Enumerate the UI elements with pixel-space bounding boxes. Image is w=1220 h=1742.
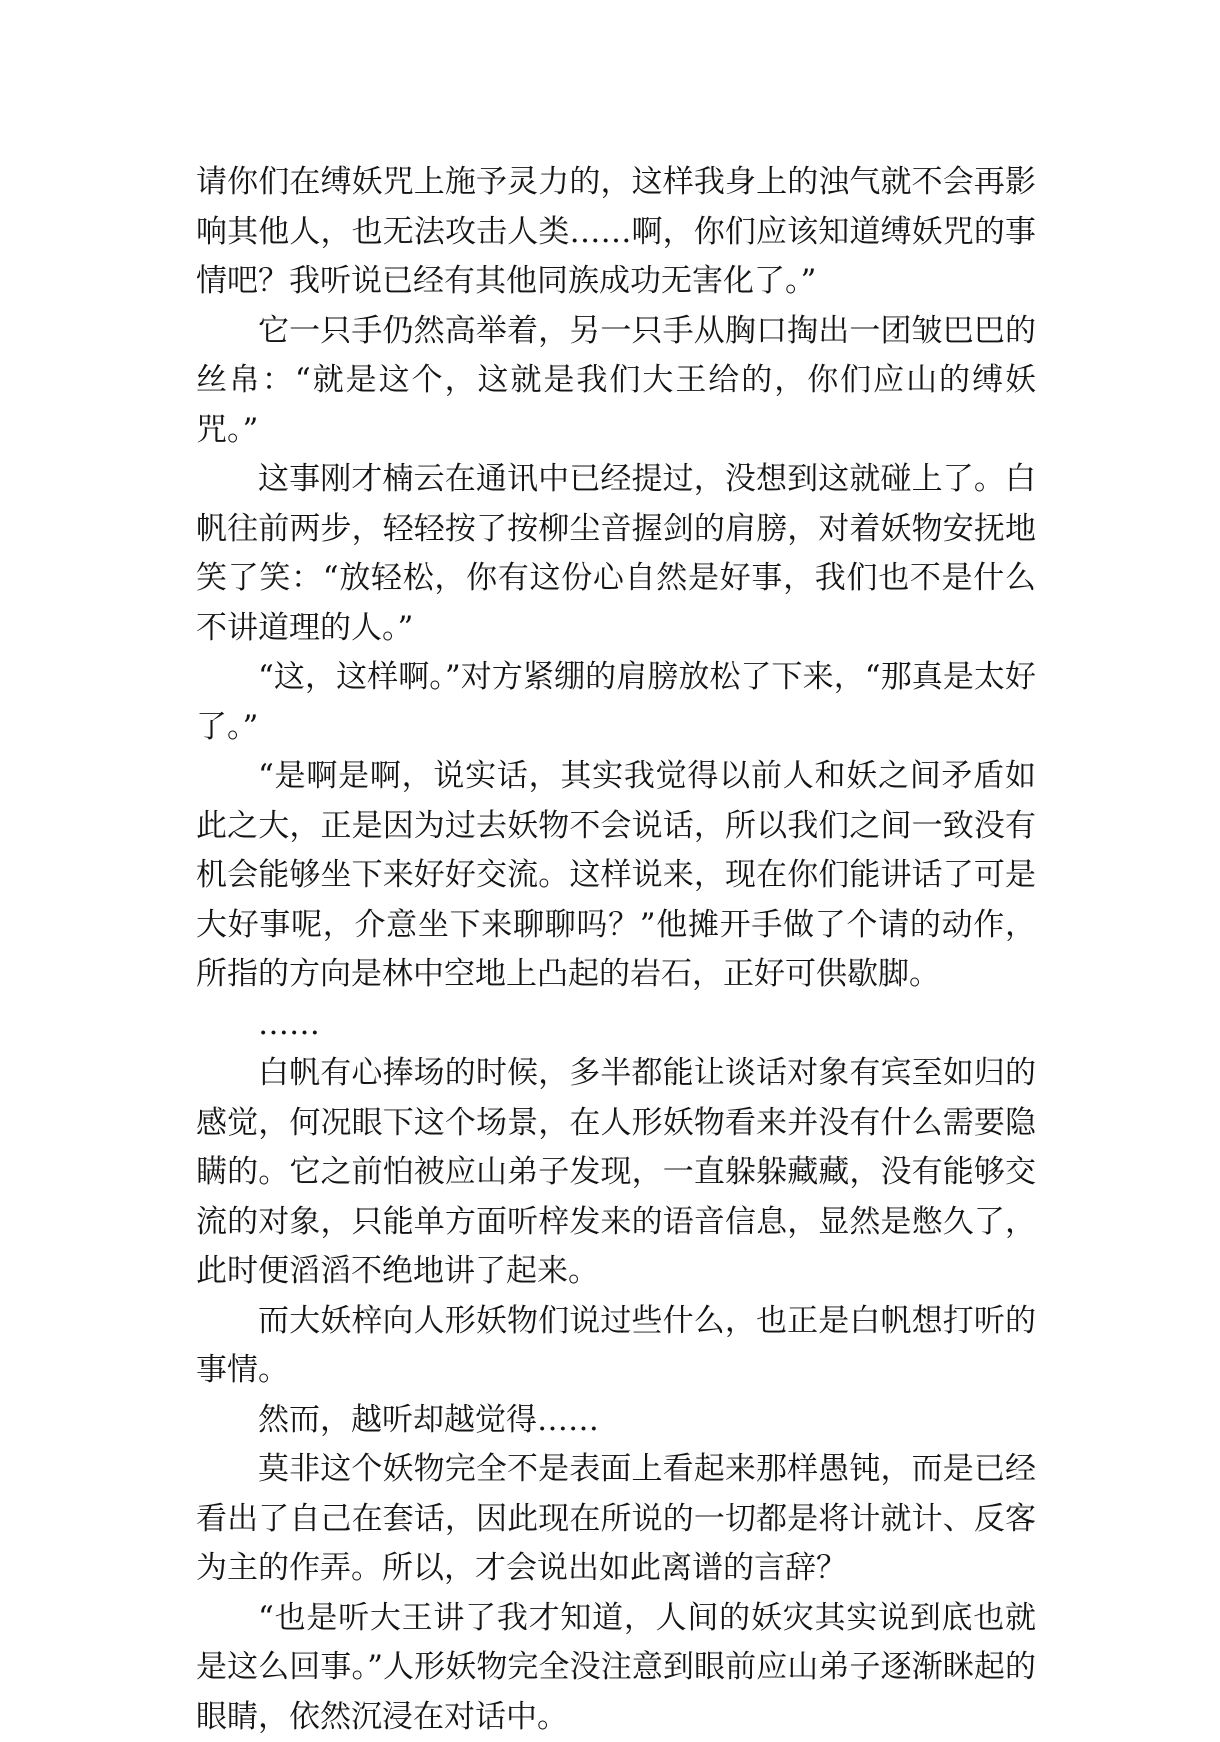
paragraph-4: “这，这样啊。”对方紧绷的肩膀放松了下来，“那真是太好了。” xyxy=(196,653,1036,752)
paragraph-2: 它一只手仍然高举着，另一只手从胸口掏出一团皱巴巴的丝帛：“就是这个，这就是我们大王给的，你们应山的缚妖咒。” xyxy=(196,307,1036,456)
paragraph-5: “是啊是啊，说实话，其实我觉得以前人和妖之间矛盾如此之大，正是因为过去妖物不会说话，所以我们之间一致没有机会能够坐下来好好交流。这样说来，现在你们能讲话了可是大好事呢，介意坐下来聊聊吗？”他摊开手做了个请的动作，所指的方向是林中空地上凸起的岩石，正好可供歇脚。 xyxy=(196,752,1036,1000)
paragraph-8: 而大妖梓向人形妖物们说过些什么，也正是白帆想打听的事情。 xyxy=(196,1297,1036,1396)
paragraph-6-ellipsis: …… xyxy=(196,1000,1036,1050)
paragraph-7: 白帆有心捧场的时候，多半都能让谈话对象有宾至如归的感觉，何况眼下这个场景，在人形妖物看来并没有什么需要隐瞒的。它之前怕被应山弟子发现，一直躲躲藏藏，没有能够交流的对象，只能单方面听梓发来的语音信息，显然是憋久了，此时便滔滔不绝地讲了起来。 xyxy=(196,1049,1036,1297)
paragraph-9: 然而，越听却越觉得…… xyxy=(196,1396,1036,1446)
paragraph-3: 这事刚才楠云在通讯中已经提过，没想到这就碰上了。白帆往前两步，轻轻按了按柳尘音握剑的肩膀，对着妖物安抚地笑了笑：“放轻松，你有这份心自然是好事，我们也不是什么不讲道理的人。” xyxy=(196,455,1036,653)
paragraph-10: 莫非这个妖物完全不是表面上看起来那样愚钝，而是已经看出了自己在套话，因此现在所说的一切都是将计就计、反客为主的作弄。所以，才会说出如此离谱的言辞？ xyxy=(196,1445,1036,1594)
paragraph-1: 请你们在缚妖咒上施予灵力的，这样我身上的浊气就不会再影响其他人，也无法攻击人类……啊，你们应该知道缚妖咒的事情吧？我听说已经有其他同族成功无害化了。” xyxy=(196,158,1036,307)
body-text xyxy=(196,158,1036,1742)
paragraph-11: “也是听大王讲了我才知道，人间的妖灾其实说到底也就是这么回事。”人形妖物完全没注意到眼前应山弟子逐渐眯起的眼睛，依然沉浸在对话中。 xyxy=(196,1594,1036,1742)
